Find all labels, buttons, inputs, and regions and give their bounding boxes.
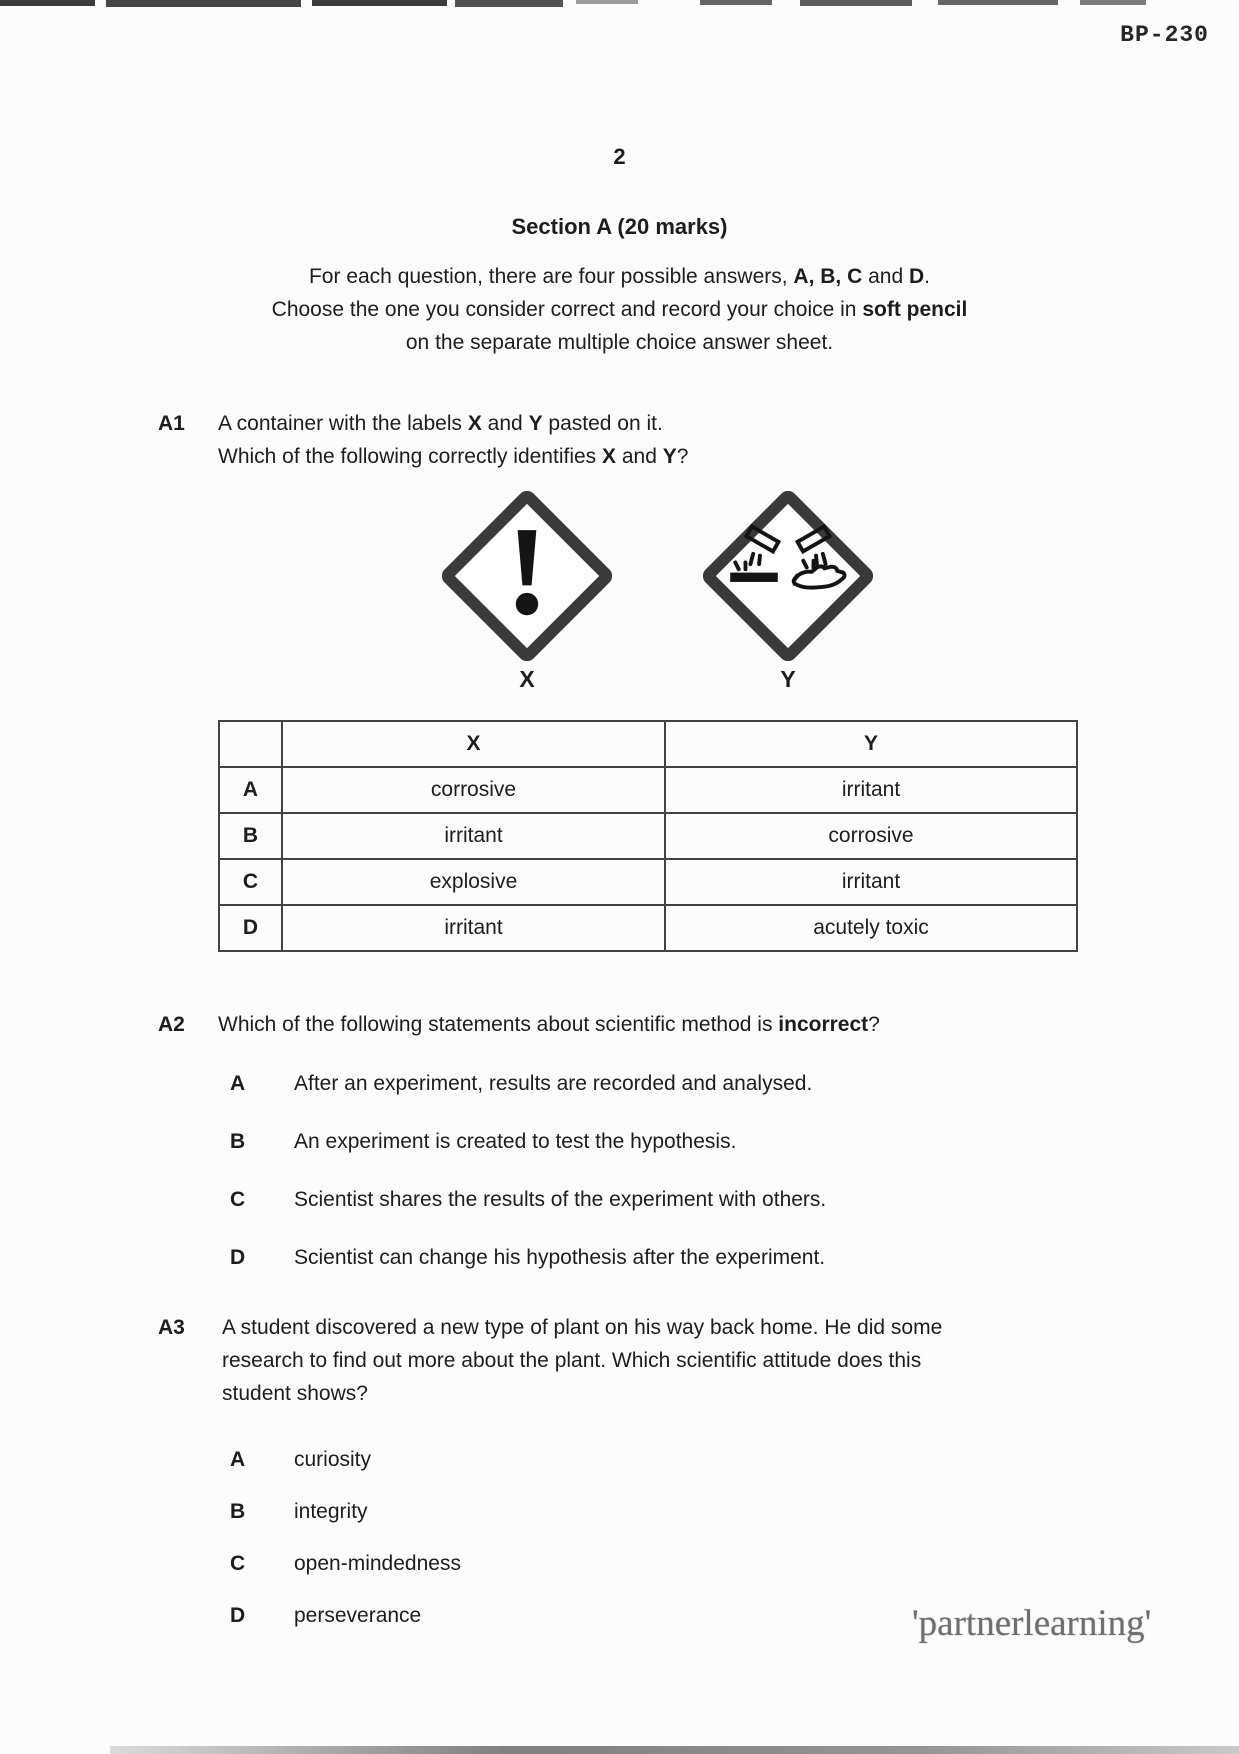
option-text: open-mindedness: [294, 1552, 461, 1575]
table-corner-cell: [219, 721, 282, 767]
exclamation-mark-hazard-icon: [442, 491, 612, 661]
option-text: An experiment is created to test the hypothesis.: [294, 1130, 737, 1153]
table-header-x: X: [282, 721, 665, 767]
option-letter: A: [230, 1448, 246, 1471]
option-text: integrity: [294, 1500, 368, 1523]
option-letter: B: [219, 813, 282, 859]
option-text: curiosity: [294, 1448, 372, 1471]
option-a3-c: [230, 1552, 461, 1576]
cell-y-value: acutely toxic: [665, 905, 1077, 951]
page-number: 2: [613, 144, 626, 169]
table-row-b: [219, 813, 1077, 859]
option-letter: D: [219, 905, 282, 951]
table-row-c: [219, 859, 1077, 905]
option-a2-c: [230, 1188, 826, 1212]
symbol-label-x: X: [519, 666, 535, 692]
option-a3-a: [230, 1448, 371, 1472]
option-letter: C: [230, 1552, 246, 1575]
corrosive-hazard-icon: [703, 491, 873, 661]
option-letter: A: [230, 1072, 246, 1095]
question-a1-text-line2: Which of the following correctly identifies X and Y?: [218, 445, 689, 468]
option-text: Scientist can change his hypothesis after the experiment.: [294, 1246, 826, 1269]
option-letter: C: [219, 859, 282, 905]
option-a3-b: [230, 1500, 368, 1524]
option-a2-b: [230, 1130, 736, 1154]
option-letter: A: [219, 767, 282, 813]
question-a3-text-line3: student shows?: [222, 1382, 368, 1405]
option-letter: C: [230, 1188, 246, 1211]
document-code: BP-230: [1120, 22, 1209, 48]
cell-y-value: corrosive: [665, 813, 1077, 859]
cell-y-value: irritant: [665, 767, 1077, 813]
scan-artifact-bottom-edge: [110, 1746, 1239, 1754]
watermark: 'partnerlearning': [912, 1603, 1152, 1644]
option-a3-d: [230, 1604, 421, 1628]
section-title: Section A (20 marks): [511, 214, 728, 239]
option-text: perseverance: [294, 1604, 422, 1627]
cell-x-value: corrosive: [282, 767, 665, 813]
option-letter: B: [230, 1130, 246, 1153]
instruction-line: Choose the one you consider correct and record your choice in soft pencil: [271, 298, 968, 321]
question-label-a1: A1: [158, 412, 185, 435]
table-header-y: Y: [665, 721, 1077, 767]
cell-x-value: explosive: [282, 859, 665, 905]
cell-y-value: irritant: [665, 859, 1077, 905]
option-text: Scientist shares the results of the experiment with others.: [294, 1188, 827, 1211]
option-a2-d: [230, 1246, 825, 1270]
table-row-d: [219, 905, 1077, 951]
option-letter: D: [230, 1604, 246, 1627]
question-label-a3: A3: [158, 1316, 185, 1339]
option-a2-a: [230, 1072, 812, 1096]
question-a3-text-line1: A student discovered a new type of plant on his way back home. He did some: [222, 1316, 943, 1339]
question-a1-text-line1: A container with the labels X and Y pasted on it.: [218, 412, 663, 435]
option-letter: B: [230, 1500, 246, 1523]
symbol-label-y: Y: [780, 666, 796, 692]
cell-x-value: irritant: [282, 905, 665, 951]
section-instructions: [0, 260, 1239, 359]
answer-options-table: [218, 720, 1078, 952]
cell-x-value: irritant: [282, 813, 665, 859]
instruction-line: on the separate multiple choice answer sheet.: [405, 331, 834, 354]
question-label-a2: A2: [158, 1013, 185, 1036]
question-a3-text-line2: research to find out more about the plant. Which scientific attitude does this: [222, 1349, 922, 1372]
table-header-row: [219, 721, 1077, 767]
instruction-line: For each question, there are four possible answers, A, B, C and D.: [308, 265, 930, 288]
option-letter: D: [230, 1246, 246, 1269]
table-row-a: [219, 767, 1077, 813]
option-text: After an experiment, results are recorded and analysed.: [294, 1072, 813, 1095]
question-a2-text: Which of the following statements about scientific method is incorrect?: [218, 1013, 880, 1036]
